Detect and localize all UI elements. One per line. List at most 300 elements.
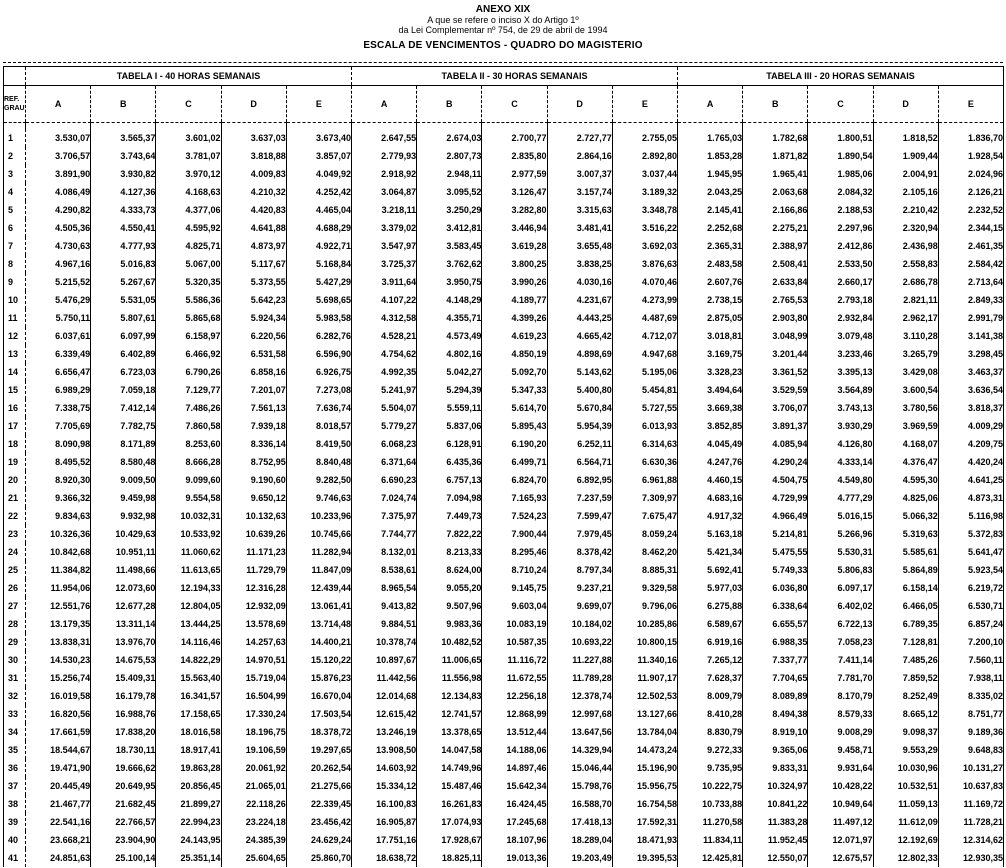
value-cell-tabela-1: 3.857,07 [286,147,351,165]
value-cell-tabela-1: 7.129,77 [156,381,221,399]
value-cell-tabela-3: 6.158,14 [873,579,938,597]
table-row [4,579,1004,597]
value-cell-tabela-3: 4.247,76 [678,453,743,471]
value-cell-tabela-1: 16.019,58 [26,687,91,705]
value-cell-tabela-2: 10.378,74 [352,633,417,651]
value-cell-tabela-2: 9.699,07 [547,597,612,615]
value-cell-tabela-3: 11.834,11 [678,831,743,849]
value-cell-tabela-3: 7.058,23 [808,633,873,651]
value-cell-tabela-1: 6.790,26 [156,363,221,381]
value-cell-tabela-3: 1.871,82 [743,147,808,165]
value-cell-tabela-3: 1.890,54 [808,147,873,165]
ref-grau-cell: 35 [4,741,26,759]
value-cell-tabela-3: 1.909,44 [873,147,938,165]
value-cell-tabela-2: 17.418,13 [547,813,612,831]
value-cell-tabela-3: 5.372,83 [938,525,1003,543]
value-cell-tabela-1: 8.580,48 [91,453,156,471]
value-cell-tabela-1: 11.171,23 [221,543,286,561]
value-cell-tabela-3: 4.009,29 [938,417,1003,435]
value-cell-tabela-3: 12.675,57 [808,849,873,867]
value-cell-tabela-2: 4.231,67 [547,291,612,309]
value-cell-tabela-2: 2.835,80 [482,147,547,165]
value-cell-tabela-3: 6.402,02 [808,597,873,615]
value-cell-tabela-2: 5.143,62 [547,363,612,381]
value-cell-tabela-3: 7.265,12 [678,651,743,669]
value-cell-tabela-2: 5.400,80 [547,381,612,399]
value-cell-tabela-3: 6.857,24 [938,615,1003,633]
value-cell-tabela-1: 13.311,14 [91,615,156,633]
tabela-i-header: TABELA I - 40 HORAS SEMANAIS [26,67,352,86]
value-cell-tabela-2: 12.868,99 [482,705,547,723]
value-cell-tabela-2: 16.100,83 [352,795,417,813]
table-row [4,327,1004,345]
value-cell-tabela-1: 6.037,61 [26,327,91,345]
value-cell-tabela-3: 2.660,17 [808,273,873,291]
value-cell-tabela-1: 4.505,36 [26,219,91,237]
value-cell-tabela-2: 9.884,51 [352,615,417,633]
ref-grau-cell: 16 [4,399,26,417]
table-row [4,183,1004,201]
value-cell-tabela-3: 2.932,84 [808,309,873,327]
value-cell-tabela-2: 4.107,22 [352,291,417,309]
value-cell-tabela-1: 3.601,02 [156,129,221,147]
value-cell-tabela-2: 3.007,37 [547,165,612,183]
table-row [4,813,1004,831]
value-cell-tabela-2: 4.443,25 [547,309,612,327]
value-cell-tabela-3: 2.508,41 [743,255,808,273]
value-cell-tabela-2: 4.189,77 [482,291,547,309]
ref-grau-cell: 14 [4,363,26,381]
value-cell-tabela-1: 6.723,03 [91,363,156,381]
value-cell-tabela-1: 4.595,92 [156,219,221,237]
value-cell-tabela-3: 8.009,79 [678,687,743,705]
value-cell-tabela-3: 6.036,80 [743,579,808,597]
value-cell-tabela-1: 11.060,62 [156,543,221,561]
value-cell-tabela-2: 6.190,20 [482,435,547,453]
value-cell-tabela-2: 7.237,59 [547,489,612,507]
value-cell-tabela-1: 3.743,64 [91,147,156,165]
value-cell-tabela-1: 10.233,96 [286,507,351,525]
value-cell-tabela-1: 18.196,75 [221,723,286,741]
value-cell-tabela-3: 3.463,37 [938,363,1003,381]
value-cell-tabela-2: 11.340,16 [612,651,677,669]
value-cell-tabela-3: 7.200,10 [938,633,1003,651]
table-row [4,453,1004,471]
value-cell-tabela-1: 9.834,63 [26,507,91,525]
value-cell-tabela-2: 2.807,73 [417,147,482,165]
ref-grau-cell: 36 [4,759,26,777]
value-cell-tabela-2: 3.446,94 [482,219,547,237]
value-cell-tabela-2: 5.954,39 [547,417,612,435]
value-cell-tabela-1: 5.267,67 [91,273,156,291]
value-cell-tabela-2: 9.237,21 [547,579,612,597]
value-cell-tabela-2: 3.876,63 [612,255,677,273]
value-cell-tabela-2: 18.825,11 [417,849,482,867]
value-cell-tabela-3: 7.128,81 [873,633,938,651]
value-cell-tabela-1: 9.099,60 [156,471,221,489]
value-cell-tabela-3: 2.713,64 [938,273,1003,291]
ref-grau-cell: 40 [4,831,26,849]
value-cell-tabela-2: 17.928,67 [417,831,482,849]
value-cell-tabela-1: 10.639,26 [221,525,286,543]
value-cell-tabela-1: 20.856,45 [156,777,221,795]
value-cell-tabela-1: 24.385,39 [221,831,286,849]
value-cell-tabela-3: 9.365,06 [743,741,808,759]
value-cell-tabela-1: 16.988,76 [91,705,156,723]
value-cell-tabela-1: 7.939,18 [221,417,286,435]
value-cell-tabela-3: 6.275,88 [678,597,743,615]
value-cell-tabela-1: 22.541,16 [26,813,91,831]
value-cell-tabela-1: 11.847,09 [286,561,351,579]
value-cell-tabela-3: 2.126,21 [938,183,1003,201]
value-cell-tabela-1: 12.932,09 [221,597,286,615]
value-cell-tabela-1: 19.297,65 [286,741,351,759]
value-cell-tabela-3: 3.494,64 [678,381,743,399]
value-cell-tabela-2: 4.030,16 [547,273,612,291]
value-cell-tabela-3: 12.550,07 [743,849,808,867]
value-cell-tabela-2: 7.744,77 [352,525,417,543]
value-cell-tabela-1: 21.275,66 [286,777,351,795]
value-cell-tabela-2: 9.145,75 [482,579,547,597]
column-header-t3-c: C [808,86,873,123]
value-cell-tabela-2: 7.524,23 [482,507,547,525]
value-cell-tabela-2: 18.289,04 [547,831,612,849]
value-cell-tabela-2: 11.789,28 [547,669,612,687]
value-cell-tabela-1: 14.257,63 [221,633,286,651]
value-cell-tabela-1: 5.807,61 [91,309,156,327]
value-cell-tabela-2: 4.754,62 [352,345,417,363]
value-cell-tabela-3: 1.853,28 [678,147,743,165]
value-cell-tabela-1: 8.840,48 [286,453,351,471]
value-cell-tabela-3: 2.962,17 [873,309,938,327]
value-cell-tabela-1: 4.825,71 [156,237,221,255]
value-cell-tabela-1: 23.668,21 [26,831,91,849]
value-cell-tabela-1: 8.336,14 [221,435,286,453]
value-cell-tabela-3: 1.945,95 [678,165,743,183]
value-cell-tabela-2: 3.126,47 [482,183,547,201]
value-cell-tabela-1: 7.636,74 [286,399,351,417]
value-cell-tabela-2: 2.948,11 [417,165,482,183]
value-cell-tabela-1: 3.706,57 [26,147,91,165]
value-cell-tabela-1: 23.904,90 [91,831,156,849]
value-cell-tabela-3: 7.485,26 [873,651,938,669]
value-cell-tabela-1: 16.670,04 [286,687,351,705]
ref-grau-cell: 11 [4,309,26,327]
table-row [4,741,1004,759]
value-cell-tabela-2: 19.203,49 [547,849,612,867]
value-cell-tabela-3: 5.066,32 [873,507,938,525]
value-cell-tabela-3: 2.558,83 [873,255,938,273]
value-cell-tabela-1: 20.262,54 [286,759,351,777]
value-cell-tabela-3: 3.169,75 [678,345,743,363]
value-cell-tabela-3: 10.949,64 [808,795,873,813]
value-cell-tabela-2: 16.754,58 [612,795,677,813]
value-cell-tabela-3: 10.324,97 [743,777,808,795]
value-cell-tabela-1: 21.467,77 [26,795,91,813]
value-cell-tabela-2: 5.614,70 [482,399,547,417]
top-dashed-rule [3,62,1003,63]
value-cell-tabela-2: 3.950,75 [417,273,482,291]
value-cell-tabela-1: 21.065,01 [221,777,286,795]
ref-grau-cell: 38 [4,795,26,813]
value-cell-tabela-2: 4.312,58 [352,309,417,327]
value-cell-tabela-3: 10.428,22 [808,777,873,795]
value-cell-tabela-2: 3.911,64 [352,273,417,291]
value-cell-tabela-2: 8.132,01 [352,543,417,561]
ref-grau-cell: 13 [4,345,26,363]
value-cell-tabela-3: 2.297,96 [808,219,873,237]
ref-grau-cell: 1 [4,129,26,147]
value-cell-tabela-1: 5.983,58 [286,309,351,327]
value-cell-tabela-3: 2.686,78 [873,273,938,291]
value-cell-tabela-2: 9.329,58 [612,579,677,597]
value-cell-tabela-2: 7.449,73 [417,507,482,525]
value-cell-tabela-1: 9.009,50 [91,471,156,489]
value-cell-tabela-3: 7.337,77 [743,651,808,669]
value-cell-tabela-3: 1.928,54 [938,147,1003,165]
value-cell-tabela-3: 3.636,54 [938,381,1003,399]
value-cell-tabela-1: 19.106,59 [221,741,286,759]
value-cell-tabela-3: 9.833,31 [743,759,808,777]
value-cell-tabela-1: 11.282,94 [286,543,351,561]
value-cell-tabela-1: 4.252,42 [286,183,351,201]
value-cell-tabela-2: 19.395,53 [612,849,677,867]
value-cell-tabela-1: 5.476,29 [26,291,91,309]
value-cell-tabela-1: 12.316,28 [221,579,286,597]
value-cell-tabela-3: 6.589,67 [678,615,743,633]
value-cell-tabela-3: 3.298,45 [938,345,1003,363]
value-cell-tabela-1: 4.967,16 [26,255,91,273]
value-cell-tabela-3: 1.782,68 [743,129,808,147]
value-cell-tabela-1: 19.666,62 [91,759,156,777]
value-cell-tabela-3: 6.466,05 [873,597,938,615]
value-cell-tabela-1: 25.100,14 [91,849,156,867]
table-row [4,219,1004,237]
value-cell-tabela-2: 3.218,11 [352,201,417,219]
value-cell-tabela-3: 3.361,52 [743,363,808,381]
value-cell-tabela-1: 4.641,88 [221,219,286,237]
table-row [4,777,1004,795]
value-cell-tabela-2: 14.188,06 [482,741,547,759]
ref-grau-cell: 18 [4,435,26,453]
value-cell-tabela-3: 9.272,33 [678,741,743,759]
value-cell-tabela-2: 3.282,80 [482,201,547,219]
value-cell-tabela-1: 3.970,12 [156,165,221,183]
value-cell-tabela-3: 2.633,84 [743,273,808,291]
value-cell-tabela-2: 3.619,28 [482,237,547,255]
value-cell-tabela-2: 9.055,20 [417,579,482,597]
value-cell-tabela-1: 22.339,45 [286,795,351,813]
value-cell-tabela-3: 2.188,53 [808,201,873,219]
value-cell-tabela-1: 4.049,92 [286,165,351,183]
table-group-header-row [4,67,1004,86]
value-cell-tabela-3: 3.818,37 [938,399,1003,417]
table-column-header-row [4,86,1004,123]
ref-grau-cell: 34 [4,723,26,741]
value-cell-tabela-2: 11.006,65 [417,651,482,669]
value-cell-tabela-1: 4.688,29 [286,219,351,237]
value-cell-tabela-3: 4.873,31 [938,489,1003,507]
value-cell-tabela-1: 8.495,52 [26,453,91,471]
table-row [4,381,1004,399]
value-cell-tabela-3: 1.800,51 [808,129,873,147]
value-cell-tabela-2: 5.727,55 [612,399,677,417]
value-cell-tabela-2: 6.435,36 [417,453,482,471]
value-cell-tabela-3: 4.641,25 [938,471,1003,489]
value-cell-tabela-3: 6.655,57 [743,615,808,633]
value-cell-tabela-2: 13.647,56 [547,723,612,741]
value-cell-tabela-3: 4.333,14 [808,453,873,471]
value-cell-tabela-3: 1.985,06 [808,165,873,183]
value-cell-tabela-1: 24.851,63 [26,849,91,867]
value-cell-tabela-3: 5.319,63 [873,525,938,543]
value-cell-tabela-3: 4.729,99 [743,489,808,507]
value-cell-tabela-3: 10.131,27 [938,759,1003,777]
value-cell-tabela-1: 18.544,67 [26,741,91,759]
table-row [4,597,1004,615]
value-cell-tabela-1: 15.876,23 [286,669,351,687]
value-cell-tabela-3: 4.290,24 [743,453,808,471]
value-cell-tabela-2: 7.822,22 [417,525,482,543]
value-cell-tabela-1: 8.171,89 [91,435,156,453]
value-cell-tabela-1: 25.604,65 [221,849,286,867]
value-cell-tabela-1: 6.402,89 [91,345,156,363]
value-cell-tabela-2: 4.070,46 [612,273,677,291]
table-row [4,795,1004,813]
value-cell-tabela-3: 11.169,72 [938,795,1003,813]
value-cell-tabela-3: 5.864,89 [873,561,938,579]
escala-title: ESCALA DE VENCIMENTOS - QUADRO DO MAGISTERIO [363,40,643,51]
value-cell-tabela-1: 6.989,29 [26,381,91,399]
value-cell-tabela-2: 18.107,96 [482,831,547,849]
value-cell-tabela-2: 3.655,48 [547,237,612,255]
value-cell-tabela-2: 3.800,25 [482,255,547,273]
value-cell-tabela-3: 9.735,95 [678,759,743,777]
ref-grau-cell: 27 [4,597,26,615]
value-cell-tabela-2: 4.619,23 [482,327,547,345]
value-cell-tabela-2: 3.692,03 [612,237,677,255]
value-cell-tabela-1: 11.613,65 [156,561,221,579]
value-cell-tabela-2: 5.837,06 [417,417,482,435]
value-cell-tabela-1: 17.330,24 [221,705,286,723]
value-cell-tabela-2: 4.665,42 [547,327,612,345]
value-cell-tabela-2: 19.013,36 [482,849,547,867]
value-cell-tabela-1: 8.920,30 [26,471,91,489]
value-cell-tabela-2: 5.042,27 [417,363,482,381]
value-cell-tabela-3: 11.728,21 [938,813,1003,831]
value-cell-tabela-2: 3.250,29 [417,201,482,219]
value-cell-tabela-3: 5.266,96 [808,525,873,543]
value-cell-tabela-1: 12.677,28 [91,597,156,615]
value-cell-tabela-1: 5.016,83 [91,255,156,273]
value-cell-tabela-2: 7.024,74 [352,489,417,507]
value-cell-tabela-2: 6.824,70 [482,471,547,489]
value-cell-tabela-2: 15.798,76 [547,777,612,795]
value-cell-tabela-1: 23.224,18 [221,813,286,831]
value-cell-tabela-2: 5.454,81 [612,381,677,399]
value-cell-tabela-2: 3.838,25 [547,255,612,273]
value-cell-tabela-2: 3.547,97 [352,237,417,255]
ref-grau-cell: 39 [4,813,26,831]
column-header-t1-a: A [26,86,91,123]
value-cell-tabela-2: 13.512,44 [482,723,547,741]
value-cell-tabela-3: 1.965,41 [743,165,808,183]
value-cell-tabela-2: 13.127,66 [612,705,677,723]
value-cell-tabela-3: 5.806,83 [808,561,873,579]
value-cell-tabela-2: 6.068,23 [352,435,417,453]
value-cell-tabela-3: 3.780,56 [873,399,938,417]
value-cell-tabela-3: 2.875,05 [678,309,743,327]
value-cell-tabela-1: 9.190,60 [221,471,286,489]
value-cell-tabela-2: 8.710,24 [482,561,547,579]
value-cell-tabela-2: 6.961,88 [612,471,677,489]
table-row [4,363,1004,381]
value-cell-tabela-1: 5.865,68 [156,309,221,327]
value-cell-tabela-2: 6.892,95 [547,471,612,489]
tabela-iii-header: TABELA III - 20 HORAS SEMANAIS [678,67,1004,86]
table-row [4,723,1004,741]
value-cell-tabela-2: 6.371,64 [352,453,417,471]
value-cell-tabela-1: 7.412,14 [91,399,156,417]
value-cell-tabela-1: 3.530,07 [26,129,91,147]
value-cell-tabela-1: 4.377,06 [156,201,221,219]
value-cell-tabela-1: 9.282,50 [286,471,351,489]
value-cell-tabela-1: 6.531,58 [221,345,286,363]
value-cell-tabela-2: 3.315,63 [547,201,612,219]
value-cell-tabela-3: 4.420,24 [938,453,1003,471]
value-cell-tabela-1: 17.503,54 [286,705,351,723]
value-cell-tabela-2: 5.779,27 [352,417,417,435]
value-cell-tabela-3: 5.923,54 [938,561,1003,579]
value-cell-tabela-1: 13.444,25 [156,615,221,633]
value-cell-tabela-3: 4.376,47 [873,453,938,471]
value-cell-tabela-2: 4.273,99 [612,291,677,309]
value-cell-tabela-1: 6.158,97 [156,327,221,345]
value-cell-tabela-3: 2.320,94 [873,219,938,237]
value-cell-tabela-1: 10.326,36 [26,525,91,543]
value-cell-tabela-1: 5.642,23 [221,291,286,309]
ref-grau-cell: 23 [4,525,26,543]
value-cell-tabela-3: 6.530,71 [938,597,1003,615]
value-cell-tabela-3: 6.219,72 [938,579,1003,597]
value-cell-tabela-1: 12.194,33 [156,579,221,597]
value-cell-tabela-2: 10.587,35 [482,633,547,651]
table-row [4,669,1004,687]
value-cell-tabela-1: 7.486,26 [156,399,221,417]
value-cell-tabela-1: 11.498,66 [91,561,156,579]
value-cell-tabela-1: 15.409,31 [91,669,156,687]
value-cell-tabela-2: 3.348,78 [612,201,677,219]
value-cell-tabela-3: 4.549,80 [808,471,873,489]
value-cell-tabela-2: 3.095,52 [417,183,482,201]
annex-title: ANEXO XIX [475,4,531,15]
value-cell-tabela-2: 5.347,33 [482,381,547,399]
value-cell-tabela-1: 11.729,79 [221,561,286,579]
value-cell-tabela-3: 12.930,35 [938,849,1003,867]
value-cell-tabela-2: 9.507,96 [417,597,482,615]
value-cell-tabela-1: 4.333,73 [91,201,156,219]
table-row [4,633,1004,651]
value-cell-tabela-2: 4.487,69 [612,309,677,327]
value-cell-tabela-3: 6.338,64 [743,597,808,615]
value-cell-tabela-3: 3.079,48 [808,327,873,345]
value-cell-tabela-2: 5.092,70 [482,363,547,381]
value-cell-tabela-2: 8.295,46 [482,543,547,561]
value-cell-tabela-3: 5.977,03 [678,579,743,597]
value-cell-tabela-1: 14.675,53 [91,651,156,669]
value-cell-tabela-1: 7.201,07 [221,381,286,399]
value-cell-tabela-3: 6.097,17 [808,579,873,597]
